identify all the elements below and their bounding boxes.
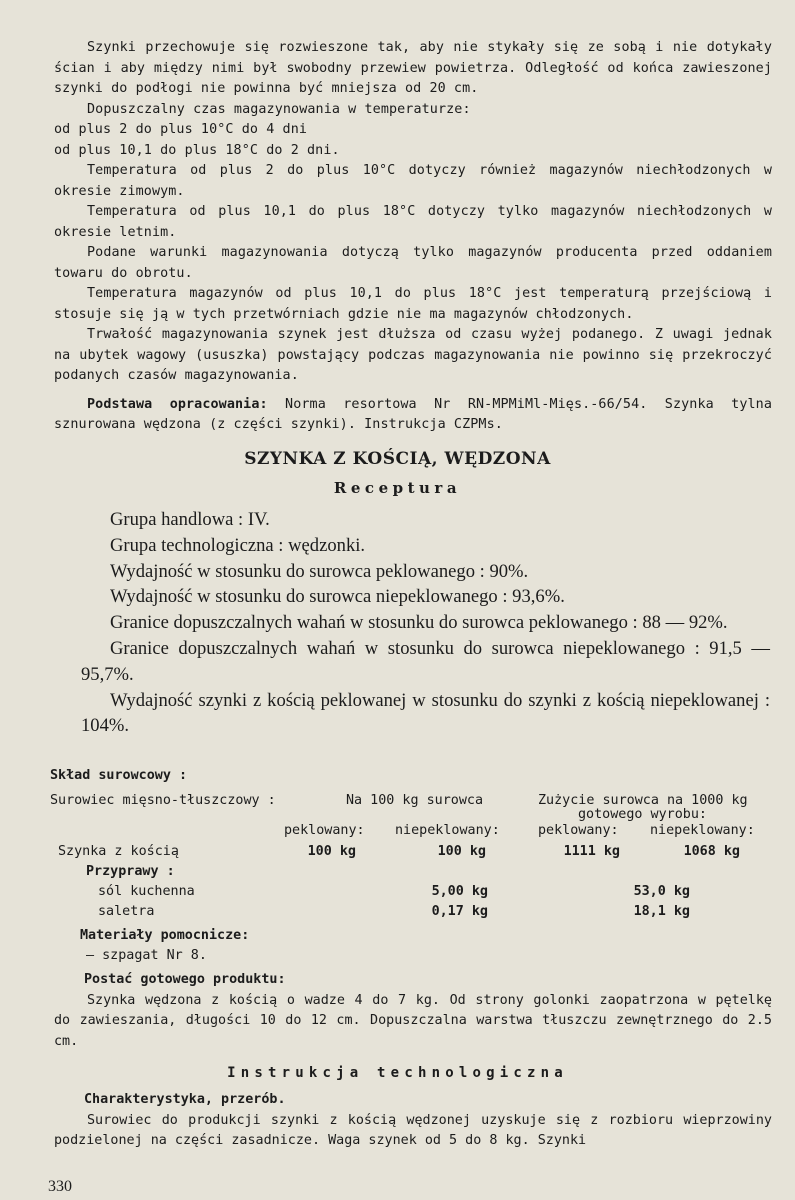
sub-header-niepekl: niepeklowany: xyxy=(395,823,500,838)
col-per100-header: Na 100 kg surowca xyxy=(346,793,484,808)
cell: 53,0 kg xyxy=(633,884,690,899)
cell: 100 kg xyxy=(437,844,486,859)
recipe-line: Grupa handlowa : IV. xyxy=(110,509,270,530)
recipe-line: Wydajność w stosunku do surowca niepeklowanego : 93,6%. xyxy=(110,586,565,608)
section-title: SZYNKA Z KOŚCIĄ, WĘDZONA xyxy=(244,449,551,469)
final-product-section xyxy=(54,970,772,1052)
paragraph: od plus 2 do plus 10°C do 4 dni xyxy=(54,122,308,137)
col-per1000-header: Zużycie surowca na 1000 kg xyxy=(538,793,748,808)
characteristics-heading: Charakterystyka, przerób. xyxy=(84,1092,286,1107)
paragraph: od plus 10,1 do plus 18°C do 2 dni. xyxy=(54,142,340,158)
sub-header-niepekl-2: niepeklowany: xyxy=(650,823,755,838)
cell: 0,17 kg xyxy=(431,904,488,919)
row-ham-name: Szynka z kością xyxy=(58,844,179,859)
cell: 5,00 kg xyxy=(431,884,488,899)
basis-text: Norma resortowa Nr RN-MPMiMl-Mięs.-66/54. Szynka tylna sznurowana wędzona (z części szynki). Instrukcja CZPMs. xyxy=(54,396,772,432)
aux-materials-heading: Materiały pomocnicze: xyxy=(80,928,250,943)
sub-header-pekl: peklowany: xyxy=(284,823,365,838)
recipe-line: Granice dopuszczalnych wahań w stosunku do surowca niepeklowanego : 91,5 — 95,7%. xyxy=(81,637,770,685)
col-per1000-header-2: gotowego wyrobu: xyxy=(578,807,707,822)
composition-heading: Skład surowcowy : xyxy=(50,768,188,783)
basis-label: Podstawa opracowania: xyxy=(87,396,268,412)
col-raw-header: Surowiec mięsno-tłuszczowy : xyxy=(50,793,276,808)
recipe-line: Grupa technologiczna : wędzonki. xyxy=(110,534,366,556)
cell: 1111 kg xyxy=(563,844,620,859)
characteristics-text: Surowiec do produkcji szynki z kością wędzonej uzyskuje się z rozbioru wieprzowiny podzielonej na części zasadnicze. Waga szynek od 5 do 8 kg. Szynki xyxy=(54,1112,772,1148)
characteristics-section xyxy=(54,1090,772,1152)
cell: 18,1 kg xyxy=(633,904,690,919)
paragraph: Temperatura magazynów od plus 10,1 do plus 18°C jest temperaturą przejściową i stosuje się ją w tych przetwórniach gdzie nie ma magazynów chłodzonych. xyxy=(54,286,772,322)
page-number: 330 xyxy=(48,1178,72,1195)
final-product-heading: Postać gotowego produktu: xyxy=(84,972,286,987)
paragraph: Podane warunki magazynowania dotyczą tylko magazynów producenta przed oddaniem towaru do obrotu. xyxy=(54,245,772,281)
row-saltpeter-name: saletra xyxy=(98,904,155,919)
recipe-line: Wydajność szynki z kością peklowanej w stosunku do szynki z kością niepeklowanej : 104%. xyxy=(81,689,770,737)
paragraph: Szynki przechowuje się rozwieszone tak, aby nie stykały się ze sobą i nie dotykały ścian i aby między nimi był swobodny przewiew powietrza. Odległość od końca zawieszonej szynki do podłogi nie powinna być mniejsza od 20 cm. xyxy=(54,40,772,96)
final-product-text: Szynka wędzona z kością o wadze 4 do 7 kg. Od strony golonki zaopatrzona w pętelkę do zawieszania, długości 10 do 12 cm. Dopuszczalna warstwa tłuszczu zewnętrznego do 2.5 cm. xyxy=(54,992,772,1049)
recipe-block xyxy=(81,507,770,739)
recipe-line: Wydajność w stosunku do surowca peklowanego : 90%. xyxy=(110,560,529,582)
cell: 1068 kg xyxy=(683,844,740,859)
storage-section xyxy=(54,38,772,436)
sub-header-pekl-2: peklowany: xyxy=(538,823,619,838)
cell: 100 kg xyxy=(307,844,356,859)
paragraph: Dopuszczalny czas magazynowania w temperaturze: xyxy=(87,101,471,117)
recipe-subtitle: Receptura xyxy=(333,479,462,497)
instruction-title: Instrukcja technologiczna xyxy=(227,1065,568,1081)
paragraph: Temperatura od plus 10,1 do plus 18°C dotyczy tylko magazynów niechłodzonych w okresie letnim. xyxy=(54,204,772,240)
paragraph: Trwałość magazynowania szynek jest dłuższa od czasu wyżej podanego. Z uwagi jednak na ubytek wagowy (ususzka) powstający podczas magazynowania nie powinno się przekroczyć podanych czasów magazynowania. xyxy=(54,327,772,383)
basis-paragraph xyxy=(54,395,772,436)
row-salt-name: sól kuchenna xyxy=(98,884,195,899)
spices-heading: Przyprawy : xyxy=(86,864,175,879)
recipe-line: Granice dopuszczalnych wahań w stosunku do surowca peklowanego : 88 — 92%. xyxy=(110,612,728,634)
paragraph: Temperatura od plus 2 do plus 10°C dotyczy również magazynów niechłodzonych w okresie zimowym. xyxy=(54,163,772,199)
twine-line: — szpagat Nr 8. xyxy=(86,948,207,963)
